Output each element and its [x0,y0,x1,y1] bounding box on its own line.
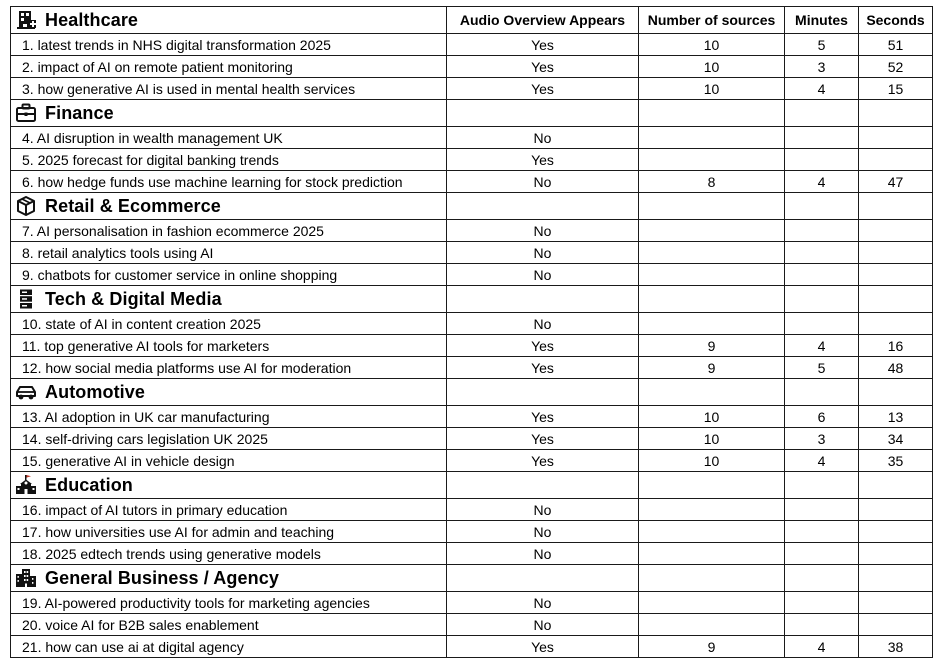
query-cell: 21. how can use ai at digital agency [11,636,447,658]
minutes-cell [785,614,859,636]
query-cell: 3. how generative AI is used in mental health services [11,78,447,100]
seconds-cell [859,521,933,543]
empty-cell [859,100,933,127]
table-row [11,242,933,264]
empty-cell [639,193,785,220]
query-cell: 15. generative AI in vehicle design [11,450,447,472]
empty-cell [639,286,785,313]
audio-overview-cell: Yes [447,450,639,472]
sources-cell [639,149,785,171]
audio-overview-cell: No [447,614,639,636]
empty-cell [447,286,639,313]
sources-cell [639,499,785,521]
category-title: Education [45,474,133,495]
sources-cell [639,614,785,636]
query-cell: 13. AI adoption in UK car manufacturing [11,406,447,428]
school-icon [15,474,37,496]
minutes-cell: 4 [785,78,859,100]
category-row [11,565,933,592]
empty-cell [447,193,639,220]
query-cell: 9. chatbots for customer service in online shopping [11,264,447,286]
category-title: Finance [45,102,114,123]
query-cell: 19. AI-powered productivity tools for marketing agencies [11,592,447,614]
table-row [11,543,933,565]
table-row [11,264,933,286]
sources-cell [639,220,785,242]
minutes-cell: 3 [785,428,859,450]
minutes-cell [785,313,859,335]
category-cell [11,379,447,406]
table-row [11,592,933,614]
query-cell: 17. how universities use AI for admin and teaching [11,521,447,543]
table-row [11,357,933,379]
table-row [11,127,933,149]
seconds-cell [859,264,933,286]
seconds-cell: 48 [859,357,933,379]
query-cell: 11. top generative AI tools for marketers [11,335,447,357]
query-cell: 6. how hedge funds use machine learning for stock prediction [11,171,447,193]
seconds-cell: 51 [859,34,933,56]
category-cell [11,565,447,592]
sources-cell: 10 [639,56,785,78]
seconds-cell: 13 [859,406,933,428]
table-row [11,149,933,171]
audio-overview-cell: No [447,521,639,543]
seconds-cell [859,242,933,264]
audio-overview-cell: Yes [447,428,639,450]
category-title: General Business / Agency [45,567,279,588]
table-row [11,406,933,428]
empty-cell [447,100,639,127]
minutes-cell [785,499,859,521]
empty-cell [859,565,933,592]
minutes-cell [785,149,859,171]
sources-cell [639,313,785,335]
minutes-cell: 5 [785,34,859,56]
category-title: Tech & Digital Media [45,288,222,309]
seconds-cell [859,499,933,521]
table-row [11,335,933,357]
query-cell: 2. impact of AI on remote patient monitoring [11,56,447,78]
query-cell: 20. voice AI for B2B sales enablement [11,614,447,636]
sources-cell: 9 [639,335,785,357]
minutes-cell: 4 [785,171,859,193]
sources-cell: 10 [639,78,785,100]
audio-overview-cell: No [447,220,639,242]
table-row [11,499,933,521]
empty-cell [785,472,859,499]
table-row [11,636,933,658]
sources-cell [639,264,785,286]
query-cell: 14. self-driving cars legislation UK 2025 [11,428,447,450]
seconds-cell: 52 [859,56,933,78]
table-row [11,450,933,472]
audio-overview-cell: No [447,592,639,614]
table-row [11,428,933,450]
audio-overview-cell: Yes [447,357,639,379]
category-row [11,7,933,34]
query-cell: 1. latest trends in NHS digital transformation 2025 [11,34,447,56]
empty-cell [639,100,785,127]
empty-cell [785,565,859,592]
audio-overview-cell: Yes [447,149,639,171]
audio-overview-cell: Yes [447,636,639,658]
audio-overview-cell: No [447,543,639,565]
minutes-cell [785,264,859,286]
empty-cell [639,472,785,499]
seconds-cell [859,592,933,614]
results-table [10,6,933,658]
table-row [11,313,933,335]
category-row [11,472,933,499]
empty-cell [639,379,785,406]
minutes-cell [785,543,859,565]
minutes-cell: 4 [785,636,859,658]
audio-overview-cell: Yes [447,406,639,428]
empty-cell [447,472,639,499]
table-row [11,614,933,636]
empty-cell [859,193,933,220]
seconds-cell [859,614,933,636]
audio-overview-cell: Yes [447,78,639,100]
car-icon [15,381,37,403]
minutes-cell [785,521,859,543]
seconds-cell: 34 [859,428,933,450]
column-header-minutes: Minutes [785,7,859,34]
minutes-cell: 4 [785,450,859,472]
query-cell: 7. AI personalisation in fashion ecommerce 2025 [11,220,447,242]
audio-overview-cell: Yes [447,34,639,56]
category-row [11,100,933,127]
empty-cell [785,379,859,406]
table-row [11,56,933,78]
seconds-cell: 35 [859,450,933,472]
briefcase-icon [15,102,37,124]
minutes-cell [785,592,859,614]
minutes-cell: 6 [785,406,859,428]
seconds-cell: 15 [859,78,933,100]
category-cell [11,7,447,34]
empty-cell [859,286,933,313]
seconds-cell: 38 [859,636,933,658]
empty-cell [859,472,933,499]
category-cell [11,286,447,313]
audio-overview-cell: No [447,127,639,149]
sources-cell: 10 [639,406,785,428]
table-row [11,78,933,100]
sources-cell [639,543,785,565]
minutes-cell: 5 [785,357,859,379]
sources-cell: 9 [639,357,785,379]
sources-cell [639,242,785,264]
table-row [11,521,933,543]
sources-cell: 10 [639,34,785,56]
sources-cell [639,592,785,614]
audio-overview-cell: No [447,171,639,193]
sources-cell: 10 [639,428,785,450]
office-building-icon [15,567,37,589]
query-cell: 18. 2025 edtech trends using generative models [11,543,447,565]
minutes-cell: 3 [785,56,859,78]
audio-overview-cell: No [447,499,639,521]
query-cell: 8. retail analytics tools using AI [11,242,447,264]
column-header-audio: Audio Overview Appears [447,7,639,34]
audio-overview-cell: No [447,264,639,286]
audio-overview-cell: Yes [447,335,639,357]
query-cell: 10. state of AI in content creation 2025 [11,313,447,335]
empty-cell [859,379,933,406]
empty-cell [785,286,859,313]
sources-cell: 10 [639,450,785,472]
query-cell: 16. impact of AI tutors in primary education [11,499,447,521]
audio-overview-cell: No [447,313,639,335]
seconds-cell [859,543,933,565]
empty-cell [639,565,785,592]
hospital-icon [15,9,37,31]
empty-cell [447,379,639,406]
empty-cell [785,193,859,220]
table-row [11,34,933,56]
package-icon [15,195,37,217]
query-cell: 5. 2025 forecast for digital banking trends [11,149,447,171]
sources-cell: 9 [639,636,785,658]
minutes-cell [785,127,859,149]
query-cell: 4. AI disruption in wealth management UK [11,127,447,149]
category-title: Automotive [45,381,145,402]
empty-cell [785,100,859,127]
seconds-cell [859,127,933,149]
minutes-cell [785,220,859,242]
category-title: Retail & Ecommerce [45,195,221,216]
category-row [11,286,933,313]
column-header-seconds: Seconds [859,7,933,34]
sources-cell: 8 [639,171,785,193]
seconds-cell [859,149,933,171]
minutes-cell [785,242,859,264]
category-cell [11,100,447,127]
audio-overview-cell: No [447,242,639,264]
audio-overview-cell: Yes [447,56,639,78]
seconds-cell [859,220,933,242]
server-icon [15,288,37,310]
empty-cell [447,565,639,592]
seconds-cell [859,313,933,335]
column-header-sources: Number of sources [639,7,785,34]
table-row [11,171,933,193]
sources-cell [639,521,785,543]
category-row [11,193,933,220]
query-cell: 12. how social media platforms use AI for moderation [11,357,447,379]
category-cell [11,193,447,220]
minutes-cell: 4 [785,335,859,357]
category-row [11,379,933,406]
sources-cell [639,127,785,149]
table-row [11,220,933,242]
seconds-cell: 47 [859,171,933,193]
category-title: Healthcare [45,9,139,30]
category-cell [11,472,447,499]
seconds-cell: 16 [859,335,933,357]
